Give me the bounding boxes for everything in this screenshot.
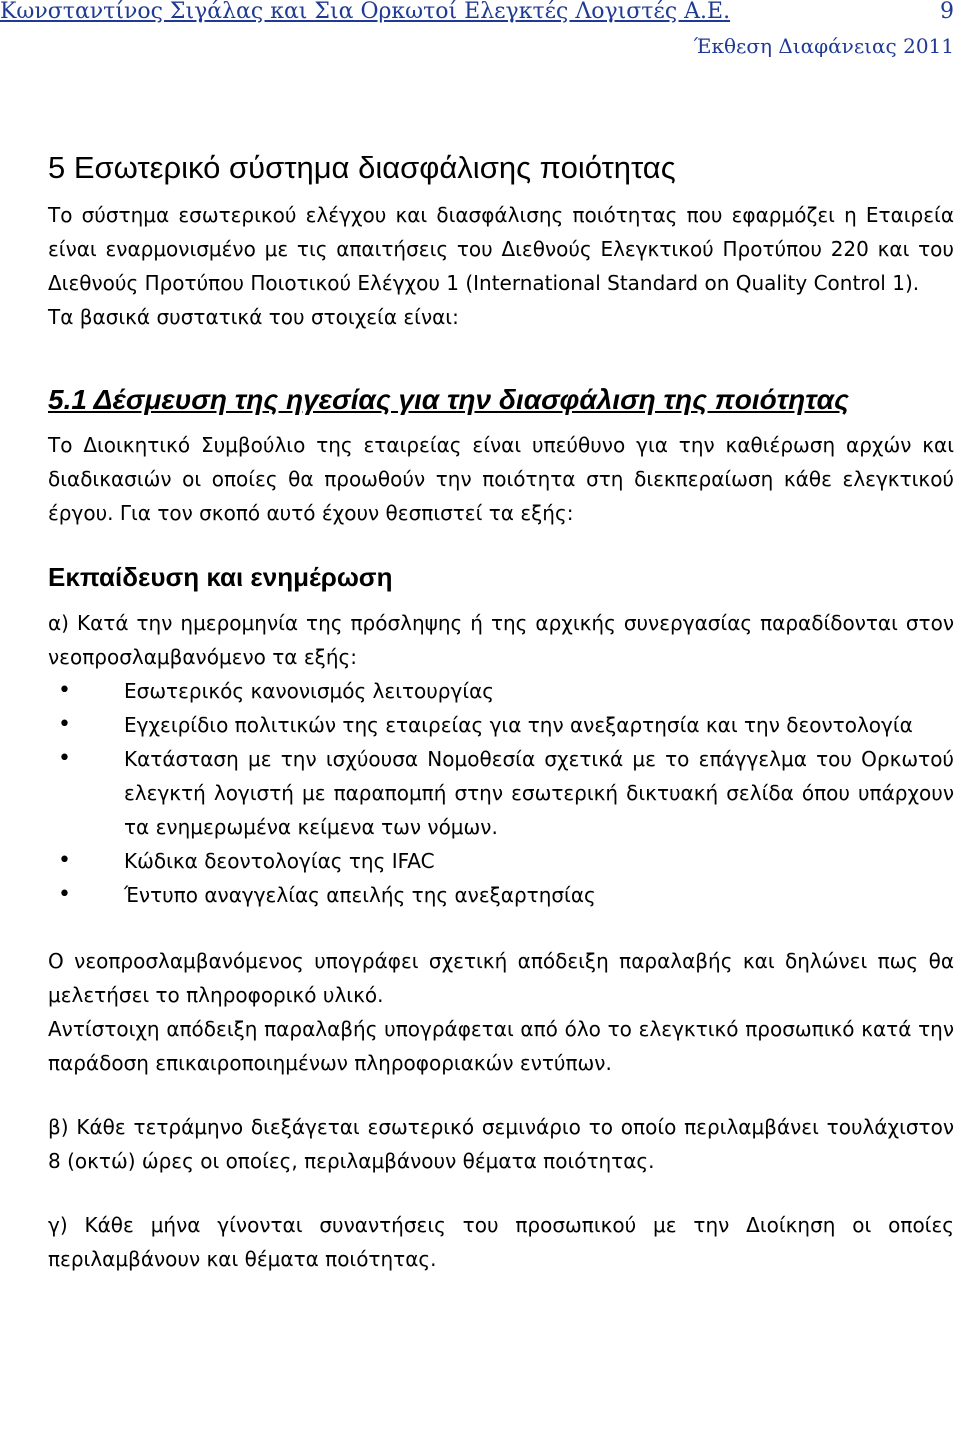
training-bullet-list [48,674,954,912]
document-body [48,148,954,1276]
receipt-paragraph: Ο νεοπροσλαμβανόμενος υπογράφει σχετική απόδειξη παραλαβής και δηλώνει πως θα μελετήσει το πληροφορικό υλικό. [48,949,954,1007]
section-intro: Το σύστημα εσωτερικού ελέγχου και διασφάλισης ποιότητας που εφαρμόζει η Εταιρεία είναι εναρμονισμένο με τις απαιτήσεις του Διεθνούς Ελεγκτικού Προτύπου 220 και του Διεθνούς Προτύπου Ποιοτικού Ελέγχου 1 (International Standard on Quality Control 1). [48,203,954,295]
bullet-icon: • [58,712,71,737]
bullet-icon: • [58,882,71,907]
list-item-text: Έντυπο αναγγελίας απειλής της ανεξαρτησίας [124,883,596,907]
list-item [48,742,954,844]
list-item-text: Εγχειρίδιο πολιτικών της εταιρείας για την ανεξαρτησία και την δεοντολογία [124,713,913,737]
bullet-icon: • [58,848,71,873]
list-item [48,674,954,708]
bullet-icon: • [58,678,71,703]
spacer [48,1178,954,1208]
list-item [48,844,954,878]
training-item-c: γ) Κάθε μήνα γίνονται συναντήσεις του προσωπικού με την Διοίκηση οι οποίες περιλαμβάνουν και θέματα ποιότητας. [48,1213,954,1271]
page-header [0,0,960,24]
list-item-text: Κατάσταση με την ισχύουσα Νομοθεσία σχετικά με το επάγγελμα του Ορκωτού ελεγκτή λογιστή με παραπομπή στην εσωτερική δικτυακή σελίδα όπου υπάρχουν τα ενημερωμένα κείμενα των νόμων. [124,747,954,839]
header-report-title: Έκθεση Διαφάνειας 2011 [693,34,954,58]
list-item [48,708,954,742]
bullet-icon: • [58,746,71,771]
header-company-name[interactable]: Κωνσταντίνος Σιγάλας και Σια Ορκωτοί Ελεγκτές Λογιστές Α.Ε. [0,0,731,24]
list-item-text: Κώδικα δεοντολογίας της IFAC [124,849,435,873]
spacer [48,1080,954,1110]
training-item-a: α) Κατά την ημερομηνία της πρόσληψης ή της αρχικής συνεργασίας παραδίδονται στον νεοπροσλαμβανόμενο τα εξής: [48,611,954,669]
training-heading: Εκπαίδευση και ενημέρωση [48,562,393,592]
subsection-title: 5.1 Δέσμευση της ηγεσίας για την διασφάλιση της ποιότητας [48,384,849,415]
training-item-b: β) Κάθε τετράμηνο διεξάγεται εσωτερικό σεμινάριο το οποίο περιλαμβάνει τουλάχιστον 8 (οκτώ) ώρες οι οποίες, περιλαμβάνουν θέματα ποιότητας. [48,1115,954,1173]
page-number: 9 [940,0,954,24]
section-intro-components: Τα βασικά συστατικά του στοιχεία είναι: [48,305,459,329]
list-item [48,878,954,912]
list-item-text: Εσωτερικός κανονισμός λειτουργίας [124,679,495,703]
section-title: 5 Εσωτερικό σύστημα διασφάλισης ποιότητας [48,150,676,185]
receipt-paragraph-2: Αντίστοιχη απόδειξη παραλαβής υπογράφεται από όλο το ελεγκτικό προσωπικό κατά την παράδοση επικαιροποιημένων πληροφοριακών εντύπων. [48,1017,954,1075]
spacer [48,912,954,944]
subsection-body: Το Διοικητικό Συμβούλιο της εταιρείας είναι υπεύθυνο για την καθιέρωση αρχών και διαδικασιών οι οποίες θα προωθούν την ποιότητα στη διεκπεραίωση κάθε ελεγκτικού έργου. Για τον σκοπό αυτό έχουν θεσπιστεί τα εξής: [48,433,954,525]
